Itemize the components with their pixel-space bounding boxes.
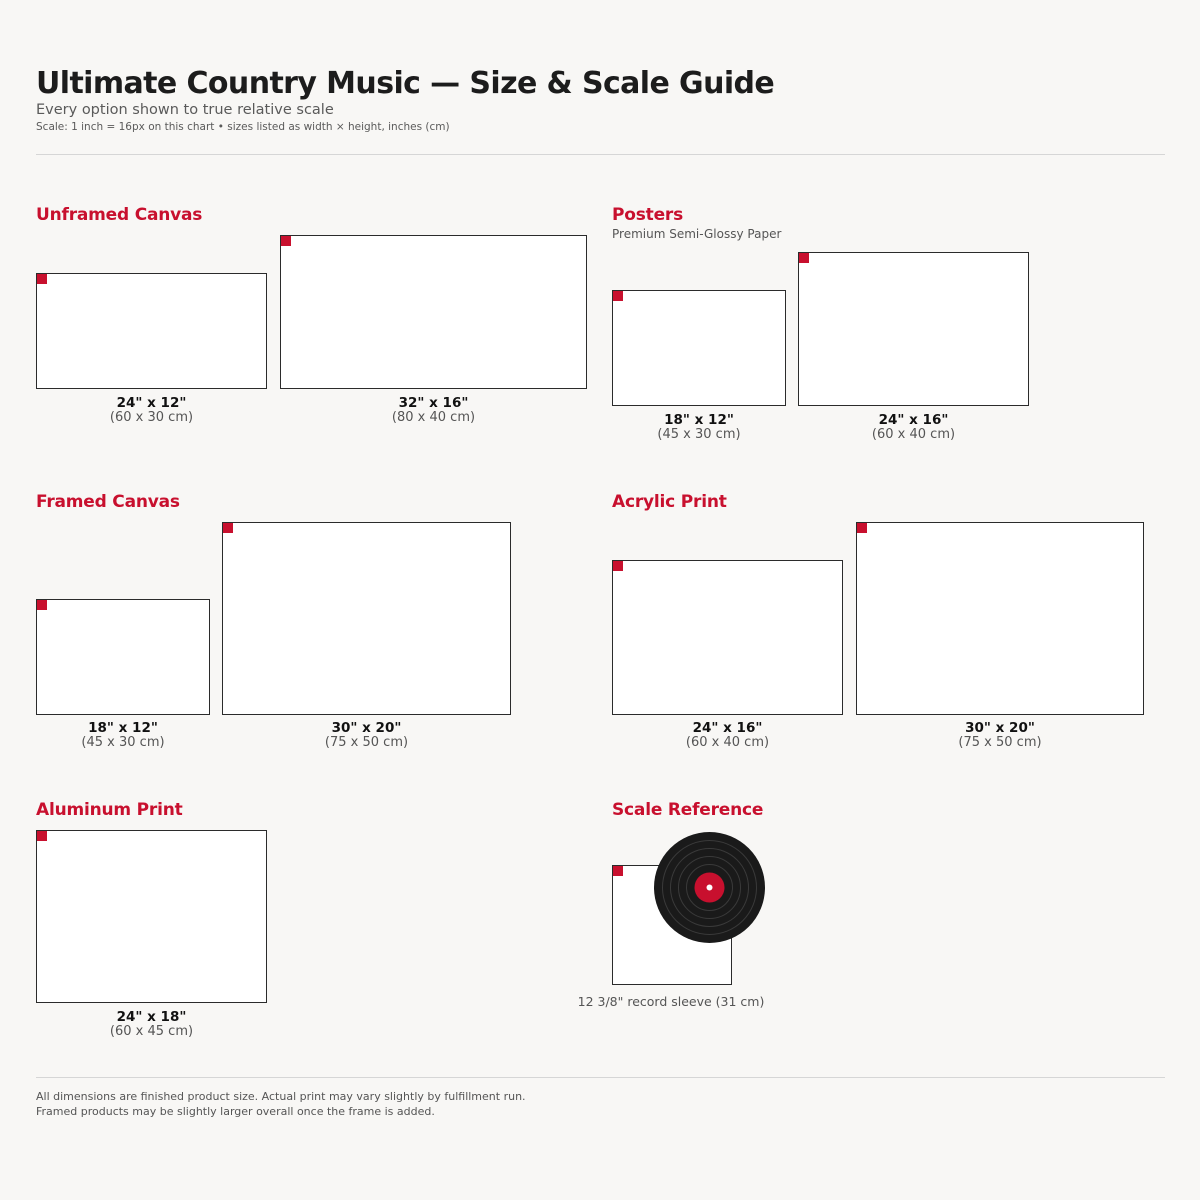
cm-label: (75 x 50 cm) (324, 735, 409, 750)
page-title: Ultimate Country Music — Size & Scale Guide (36, 66, 775, 101)
size-label: 24" x 16" (692, 720, 763, 736)
corner-marker (857, 523, 867, 533)
corner-marker (613, 866, 623, 876)
corner-marker (613, 561, 623, 571)
footer-note-2: Framed products may be slightly larger overall once the frame is added. (36, 1105, 435, 1118)
header-divider (36, 154, 1165, 155)
cm-label: (45 x 30 cm) (81, 735, 165, 750)
print-acrylic-30x20 (856, 522, 1144, 715)
scale-reference-caption: 12 3/8" record sleeve (31 cm) (577, 994, 765, 1009)
size-label: 30" x 20" (965, 720, 1035, 736)
cm-label: (75 x 50 cm) (958, 735, 1042, 750)
scale-note: Scale: 1 inch = 16px on this chart • sizes listed as width × height, inches (cm) (36, 121, 450, 133)
section-title-posters: Posters (612, 205, 684, 225)
size-label: 24" x 18" (116, 1009, 187, 1025)
corner-marker (37, 600, 47, 610)
size-label: 24" x 16" (878, 412, 949, 428)
print-acrylic-24x16 (612, 560, 843, 715)
cm-label: (45 x 30 cm) (657, 427, 741, 442)
cm-label: (60 x 30 cm) (109, 410, 194, 425)
corner-marker (799, 253, 809, 263)
size-label: 24" x 12" (116, 395, 187, 411)
print-framed-canvas-30x20 (222, 522, 511, 715)
corner-marker (37, 831, 47, 841)
corner-marker (281, 236, 291, 246)
print-poster-24x16 (798, 252, 1029, 406)
section-subtitle-posters: Premium Semi-Glossy Paper (612, 227, 782, 241)
vinyl-record-icon (654, 832, 765, 943)
print-poster-18x12 (612, 290, 786, 406)
print-aluminum-24x18 (36, 830, 267, 1003)
footer-note-1: All dimensions are finished product size. Actual print may vary slightly by fulfillment run. (36, 1090, 526, 1103)
cm-label: (60 x 40 cm) (871, 427, 956, 442)
section-title-aluminum-print: Aluminum Print (36, 800, 183, 820)
corner-marker (223, 523, 233, 533)
size-label: 18" x 12" (88, 720, 158, 736)
size-label: 32" x 16" (398, 395, 469, 411)
section-title-framed-canvas: Framed Canvas (36, 492, 180, 512)
cm-label: (80 x 40 cm) (391, 410, 476, 425)
footer-divider (36, 1077, 1165, 1078)
print-unframed-canvas-24x12 (36, 273, 267, 389)
section-title-acrylic-print: Acrylic Print (612, 492, 727, 512)
section-title-scale-reference: Scale Reference (612, 800, 764, 820)
print-framed-canvas-18x12 (36, 599, 210, 715)
cm-label: (60 x 45 cm) (109, 1024, 194, 1039)
size-label: 30" x 20" (331, 720, 402, 736)
page-subtitle: Every option shown to true relative scale (36, 102, 334, 118)
corner-marker (37, 274, 47, 284)
corner-marker (613, 291, 623, 301)
print-unframed-canvas-32x16 (280, 235, 587, 389)
section-title-unframed-canvas: Unframed Canvas (36, 205, 203, 225)
cm-label: (60 x 40 cm) (685, 735, 770, 750)
size-label: 18" x 12" (664, 412, 734, 428)
